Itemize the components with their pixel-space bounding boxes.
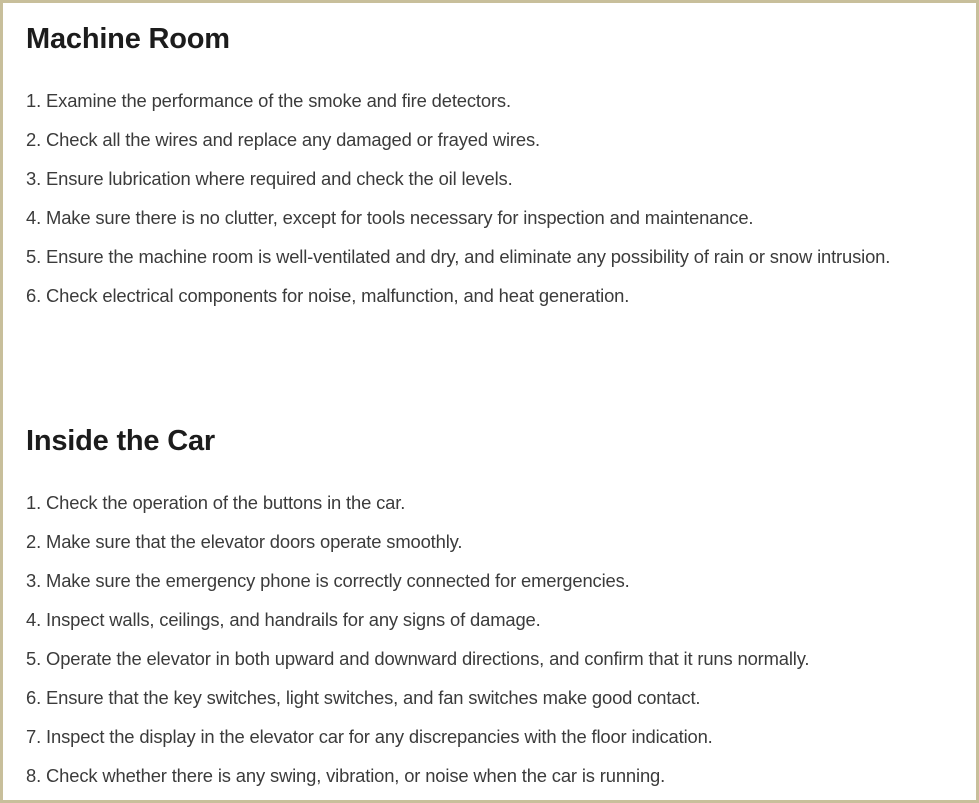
list-item: 4. Make sure there is no clutter, except for tools necessary for inspection and maintenance.	[26, 207, 754, 228]
list-item: 1. Check the operation of the buttons in the car.	[26, 492, 406, 513]
checklist	[26, 483, 966, 795]
list-item: 8. Check whether there is any swing, vibration, or noise when the car is running.	[26, 765, 666, 786]
list-item: 3. Make sure the emergency phone is correctly connected for emergencies.	[26, 570, 630, 591]
list-item: 6. Ensure that the key switches, light switches, and fan switches make good contact.	[26, 687, 701, 708]
list-item: 2. Check all the wires and replace any damaged or frayed wires.	[26, 129, 540, 150]
section-heading: Machine Room	[26, 23, 230, 55]
section-inside-the-car	[26, 421, 966, 795]
list-item: 2. Make sure that the elevator doors operate smoothly.	[26, 531, 463, 552]
checklist	[26, 81, 966, 315]
section-machine-room	[26, 19, 966, 315]
list-item: 6. Check electrical components for noise, malfunction, and heat generation.	[26, 285, 630, 306]
list-item: 7. Inspect the display in the elevator car for any discrepancies with the floor indication.	[26, 726, 713, 747]
list-item: 4. Inspect walls, ceilings, and handrails for any signs of damage.	[26, 609, 541, 630]
list-item: 5. Operate the elevator in both upward and downward directions, and confirm that it runs normally.	[26, 648, 810, 669]
list-item: 3. Ensure lubrication where required and check the oil levels.	[26, 168, 513, 189]
section-heading: Inside the Car	[26, 425, 215, 457]
list-item: 1. Examine the performance of the smoke and fire detectors.	[26, 90, 511, 111]
list-item: 5. Ensure the machine room is well-ventilated and dry, and eliminate any possibility of rain or snow intrusion.	[26, 246, 891, 267]
